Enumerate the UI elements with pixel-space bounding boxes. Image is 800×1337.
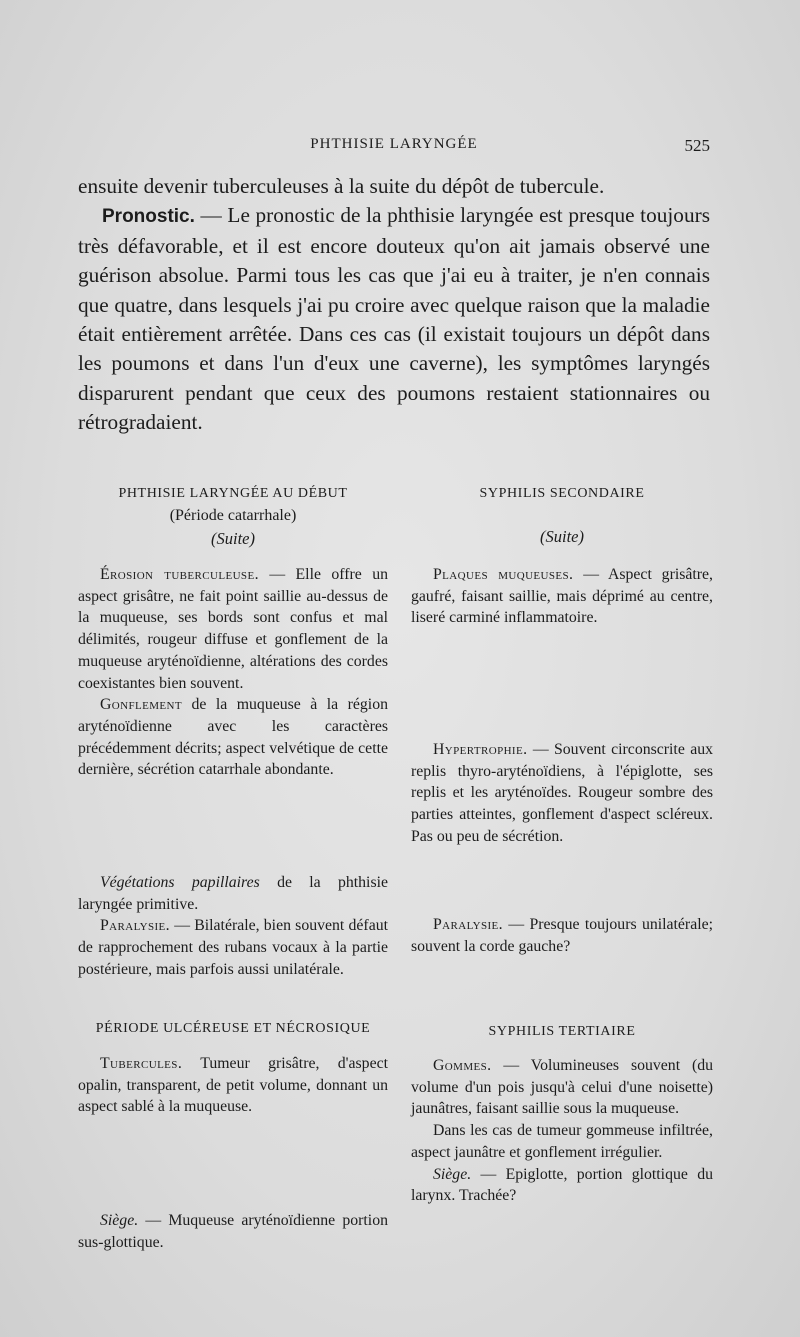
running-title: PHTHISIE LARYNGÉE [310,136,478,152]
right-siege-term: Siège. [433,1165,472,1183]
plaques-text: — Aspect grisâtre, gaufré, faisant saillie, mais déprimé au centre, liseré carminé inflammatoire. [411,566,713,627]
right-head-block [411,483,713,549]
vegetations-paragraph [78,872,388,981]
tubercules-term: Tubercules. [100,1055,183,1072]
page-number: 525 [684,136,710,155]
plaques-paragraph [411,564,713,629]
tubercules-text: Tumeur grisâtre, d'aspect opalin, transparent, de petit volume, donnant un aspect sablé à la muqueuse. [78,1055,388,1116]
left-siege-text: — Muqueuse aryténoïdienne portion sus-glottique. [78,1212,388,1251]
right-paralysie-paragraph [411,914,713,957]
running-head [78,136,710,158]
right-heading: SYPHILIS SECONDAIRE [479,486,645,501]
left-suite: (Suite) [211,529,255,548]
erosion-paragraph [78,564,388,781]
hypertrophie-text: — Souvent circonscrite aux replis thyro-aryténoïdiens, à l'épiglotte, ses replis et les aryténoïdes. Rougeur sombre des parties atteintes, gonflement d'aspect scléreux. Pas ou peu de sécrétion. [411,741,713,845]
prognosis-paragraph [78,201,710,437]
left-heading2-block [78,1018,388,1040]
vegetations-text: de la phthisie laryngée primitive. [78,874,388,913]
right-siege-text: — Epiglotte, portion glottique du larynx. Trachée? [411,1165,713,1205]
erosion-term: Érosion tuberculeuse. [100,566,259,583]
right-heading2: SYPHILIS TERTIAIRE [488,1024,636,1039]
left-paralysie-term: Paralysie. [100,917,171,935]
vegetations-term: Végétations papillaires [100,874,260,891]
hypertrophie-term: Hypertrophie. [433,741,528,758]
gonflement-term: Gonflement [100,696,183,714]
erosion-text: — Elle offre un aspect grisâtre, ne fait point saillie au-dessus de la muqueuse, ses bords sont confus et mal délimités, rougeur diffuse et gonflement de la muqueuse aryténoïdienne, altérations des cordes coexistantes bien souvent. [78,566,388,692]
prognosis-lead: Pronostic. [102,206,195,228]
right-heading2-block [411,1021,713,1043]
gommes-paragraph [411,1055,713,1207]
right-paralysie-text: — Presque toujours unilatérale; souvent la corde gauche? [411,916,713,955]
left-paralysie-text: — Bilatérale, bien souvent défaut de rapprochement des rubans vocaux à la partie postérieure, mais parfois aussi unilatérale. [78,917,388,978]
left-heading: PHTHISIE LARYNGÉE AU DÉBUT [118,486,348,501]
gonflement-text: de la muqueuse à la région aryténoïdienne avec les caractères précédemment décrits; aspect velvétique de cette dernière, sécrétion catarrhale abondante. [78,696,388,779]
left-siege-term: Siège. [100,1212,139,1229]
intro-text [78,172,710,438]
left-subheading: (Période catarrhale) [169,507,297,524]
tubercules-paragraph [78,1053,388,1118]
right-suite: (Suite) [540,527,584,546]
right-paralysie-term: Paralysie. [433,916,504,933]
gommes-text: — Volumineuses souvent (du volume d'un pois jusqu'à celui d'une noisette) jaunâtres, faisant saillie sous la muqueuse. [411,1057,713,1118]
left-siege-paragraph [78,1210,388,1253]
left-head-block [78,483,388,551]
left-heading2: PÉRIODE ULCÉREUSE ET NÉCROSIQUE [95,1021,371,1036]
gommes-term: Gommes. [433,1057,492,1074]
plaques-term: Plaques muqueuses. [433,566,574,583]
prognosis-body: — Le pronostic de la phthisie laryngée est presque toujours très défavorable, et il est encore douteux qu'on ait jamais observé une guérison absolue. Parmi tous les cas que j'ai eu à traiter, je n'en connais que quatre, dans lesquels j'ai pu croire avec quelque raison que la maladie était entièrement arrêtée. Dans ces cas (il existait toujours un dépôt dans les poumons et dans l'un d'eux une caverne), les symptômes laryngés disparurent pendant que ceux des poumons restaient stationnaires ou rétrogradaient. [78,203,710,435]
intro-line: ensuite devenir tuberculeuses à la suite du dépôt de tubercule. [78,174,605,198]
gommes-text2: Dans les cas de tumeur gommeuse infiltrée, aspect jaunâtre et gonflement irrégulier. [411,1122,713,1161]
hypertrophie-paragraph [411,739,713,848]
